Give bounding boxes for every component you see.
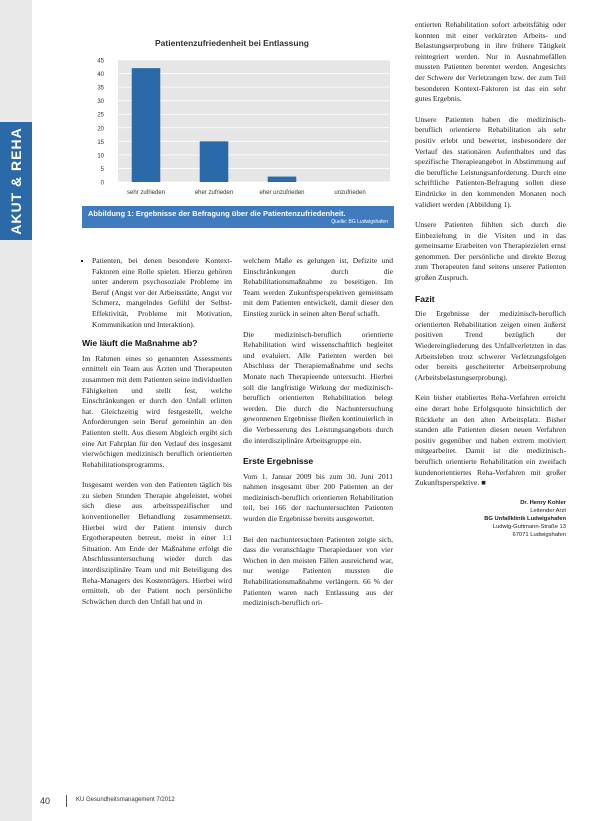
y-tick-label: 15 bbox=[97, 139, 104, 146]
paragraph: Die Ergebnisse der medizinisch-beruflich orientierten Rehabilitation zeigen einen äußerst positiven Trend bezüglich der Wiedereingliederung des Unfallverletzten in das Arbeitsleben trotz schwerer Verletzungsfolgen oder bereits gescheiterter Arbeitserprobung (Arbeitsbelastungserprobung). bbox=[415, 309, 566, 382]
heading-erste: Erste Ergebnisse bbox=[243, 456, 314, 467]
heading-wie: Wie läuft die Maßnahme ab? bbox=[82, 338, 198, 349]
section-tab-label: AKUT & REHA bbox=[8, 127, 24, 235]
column-middle bbox=[243, 256, 393, 619]
x-tick-label: eher zufrieden bbox=[194, 190, 234, 196]
chart-title: Patientenzufriedenheit bei Entlassung bbox=[155, 38, 309, 48]
y-tick-label: 45 bbox=[97, 58, 104, 65]
author-street: Ludwig-Guttmann-Straße 13 bbox=[492, 523, 566, 530]
y-tick-label: 35 bbox=[97, 85, 104, 92]
footer-divider bbox=[66, 795, 67, 807]
author-name: Dr. Henry Kohler bbox=[520, 499, 566, 506]
end-mark: ■ bbox=[481, 478, 486, 488]
x-tick-label: unzufrieden bbox=[334, 190, 366, 196]
paragraph: Insgesamt werden von den Patienten täglich bis zu sieben Stunden Therapie abgeleistet, wobei sich diese aus arbeitsspezifischer und konventioneller Behandlung zusammensetzt. Hierbei wird der Patient intensiv durch Ergotherapeuten betreut, meist in einer 1:1 Situation. Am Ende der Maßnahme erfolgt die Abschlussuntersuchung wieder durch das interdisziplinäre Team und mit Beteiligung des Reha-Managers des Kostenträgers. Hierbei wird ermittelt, ob der Patient noch persönliche Schwächen durch den Unfall hat und in bbox=[82, 480, 232, 606]
figure-caption-bar bbox=[82, 206, 394, 228]
heading-fazit: Fazit bbox=[415, 293, 435, 304]
x-tick-label: eher unzufrieden bbox=[259, 190, 305, 196]
y-tick-label: 20 bbox=[97, 126, 104, 133]
y-tick-label: 30 bbox=[97, 99, 104, 106]
figure-caption: Abbildung 1: Ergebnisse der Befragung über die Patientenzufriedenheit. bbox=[88, 209, 346, 218]
y-tick-label: 5 bbox=[100, 166, 104, 173]
column-left bbox=[82, 256, 232, 617]
section-tab bbox=[0, 122, 32, 240]
paragraph: Die medizinisch-beruflich orientierte Rehabilitation wird wissenschaftlich begleitet und evaluiert. Alle Patienten werden bei Abschluss der Therapiemaßnahme und sechs Monate nach Therapieende untersucht. Hierbei soll die langfristige Wirkung der medizinisch-beruflich orientierten Rehabilitation belegt werden. Die durch die Nachuntersuchung gewonnenen Ergebnisse fließen kontinuierlich in die Verbesserung des Leistungsangebots durch die interdisziplinäre Arbeitsgruppe ein. bbox=[243, 329, 393, 445]
y-tick-label: 0 bbox=[100, 180, 104, 187]
y-tick-label: 25 bbox=[97, 112, 104, 119]
bar-chart bbox=[82, 30, 394, 206]
bar bbox=[132, 68, 161, 182]
paragraph: Unsere Patienten haben die medizinisch-beruflich orientierte Rehabilitation als sehr positiv erlebt und bewertet, insbesondere der Verlauf des stationären Aufenthaltes und das spezifische Therapieangebot in Abstimmung auf die berufliche Leistungsanforderung. Durch eine schriftliche Patienten-Befragung sollen diese Eindrücke in den kommenden Monaten noch validiert werden (Abbildung 1). bbox=[415, 114, 566, 209]
magazine-name: KU Gesundheitsmanagement 7/2012 bbox=[76, 797, 175, 803]
author-org: BG Unfallklinik Ludwigshafen bbox=[484, 515, 566, 522]
paragraph: welchem Maße es gelungen ist, Defizite und Einschränkungen durch die Rehabilitationsmaßnahme zu beseitigen. Im Team werden Zukunftsperspektiven gemeinsam mit dem Patienten entwickelt, damit dieser den Einstieg zurück in seinen alten Beruf schafft. bbox=[243, 256, 393, 318]
paragraph: Unsere Patienten fühlten sich durch die Einbeziehung in die Visiten und in das gemeinsame Erarbeiten von Therapiezielen ernst genommen. Der persönliche und direkte Bezug zum Therapeuten fand seitens unserer Patienten großen Zuspruch. bbox=[415, 220, 566, 283]
author-signature bbox=[415, 499, 566, 539]
y-tick-label: 10 bbox=[97, 153, 104, 160]
page-footer bbox=[40, 796, 580, 810]
kontext-list bbox=[82, 256, 232, 330]
paragraph: Im Rahmen eines so genannten Assessments ermittelt ein Team aus Ärzten und Therapeuten zusammen mit dem Patienten seine individuellen Fähigkeiten und stellt fest, welche Einschränkungen er durch den Unfall erlitten hat. Gleichzeitig wird festgestellt, welche Anforderungen sein Beruf gemeinhin an den Patienten stellt. Aus diesem Abgleich ergibt sich eine Art Fahrplan für den Verlauf des insgesamt vierwöchigen medizinisch beruflich orientierten Rehabilitationsprogramms. bbox=[82, 353, 232, 469]
author-city: 67071 Ludwigshafen bbox=[512, 531, 566, 538]
column-right bbox=[415, 20, 566, 539]
bar bbox=[200, 141, 229, 182]
figure-source: Quelle: BG Ludwigshafen bbox=[331, 219, 388, 225]
list-item: ▪ Patienten, bei denen besondere Kontext-Faktoren eine Rolle spielen. Hierzu gehören unter anderem psychosoziale Probleme im Beruf (Angst vor der Arbeitsstätte, Angst vor Schmerz, mangelndes Gefühl der Selbst-Effektivität, Probleme mit Motivation, Kommunikation und Interaktion). bbox=[92, 256, 232, 330]
author-role: Leitender Arzt bbox=[530, 507, 566, 514]
paragraph bbox=[415, 393, 566, 488]
paragraph: Bei den nachuntersuchten Patienten zeigte sich, dass die veranschlagte Therapiedauer von vier Wochen in den meisten Fällen ausreichend war, nur wenige Patienten mussten die Rehabilitationsmaßnahme verlängern. 66 % der Patienten waren nach Entlassung aus der medizinisch-beruflich ori- bbox=[243, 534, 393, 608]
chart-figure bbox=[82, 30, 394, 230]
closing-text: Kein bisher etabliertes Reha-Verfahren erreicht eine derart hohe Erfolgsquote hinsichtlich der Rückkehr an den alten Arbeitsplatz. Bisher standen alle Patienten diesen neuen Verfahren positiv gegenüber und haben extrem motiviert mitgearbeitet. Damit ist die medizinisch-beruflich orientierte Rehabilitation ein zweifach kundenorientiertes Reha-Verfahren mit großer Zukunftsperspektive. bbox=[415, 393, 566, 488]
bar bbox=[268, 177, 297, 182]
page-number: 40 bbox=[40, 796, 51, 806]
paragraph: entierten Rehabilitation sofort arbeitsfähig oder konnten mit einer verkürzten Arbeits- und Belastungserprobung in ihre frühere Tätigkeit reintegriert werden. Nur in Ausnahmefällen mussten Patienten berentet werden. Angesichts der Schwere der Verletzungen bzw. der zum Teil besonderen Kontext-Faktoren ist das ein sehr gutes Ergebnis. bbox=[415, 20, 566, 104]
paragraph: Vom 1. Januar 2009 bis zum 30. Juni 2011 nahmen insgesamt über 200 Patienten an der medizinisch-beruflich orientierten Rehabilitation teil, bei 166 der nachuntersuchten Patienten wurden die Ergebnisse bereits ausgewertet. bbox=[243, 471, 393, 524]
y-tick-label: 40 bbox=[97, 72, 104, 79]
x-tick-label: sehr zufrieden bbox=[126, 190, 166, 196]
